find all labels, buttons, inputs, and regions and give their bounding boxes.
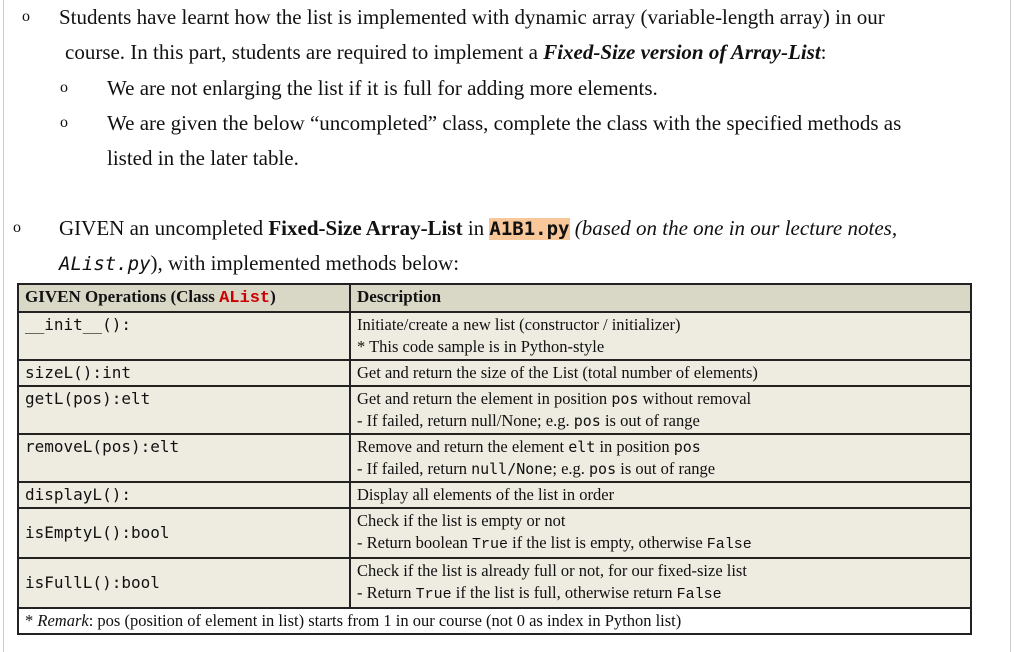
- paragraph-line: Students have learnt how the list is implemented with dynamic array (variable-length array) in our: [59, 5, 885, 29]
- table-row: [18, 508, 971, 558]
- description: Check if the list is empty or not - Return boolean True if the list is empty, otherwise False: [350, 508, 971, 558]
- description: Check if the list is already full or not, for our fixed-size list - Return True if the list is full, otherwise return False: [350, 558, 971, 608]
- table-row: [18, 558, 971, 608]
- sub-bullet-text: listed in the later table.: [107, 146, 299, 170]
- sub-bullet-text: We are given the below “uncompleted” class, complete the class with the specified methods as: [107, 111, 902, 135]
- bullet: o: [60, 79, 68, 96]
- bullet: o: [60, 114, 68, 131]
- table-row: [18, 434, 971, 482]
- remark: * Remark: pos (position of element in list) starts from 1 in our course (not 0 as index in Python list): [18, 608, 971, 634]
- text: (based on the one in our lecture notes,: [569, 216, 898, 240]
- paragraph-line: [59, 251, 459, 276]
- operation: sizeL():int: [18, 360, 350, 386]
- sub-bullet-text: We are not enlarging the list if it is full for adding more elements.: [107, 76, 658, 100]
- description: Display all elements of the list in order: [350, 482, 971, 508]
- paragraph-line: [59, 216, 897, 241]
- file-name-highlight: A1B1.py: [489, 218, 570, 240]
- remark-row: [18, 608, 971, 634]
- operation: displayL():: [18, 482, 350, 508]
- text: GIVEN an uncompleted: [59, 216, 269, 240]
- table-header: [18, 284, 971, 312]
- text: in: [462, 216, 490, 240]
- text: ), with implemented methods below:: [150, 251, 460, 275]
- file-name: AList.py: [59, 253, 151, 275]
- description: Initiate/create a new list (constructor / initializer) * This code sample is in Python-style: [350, 312, 971, 360]
- operation: isFullL():bool: [18, 558, 350, 608]
- description: Remove and return the element elt in position pos - If failed, return null/None; e.g. pos is out of range: [350, 434, 971, 482]
- emphasis: Fixed-Size version of Array-List: [543, 40, 821, 64]
- header-description: Description: [350, 284, 971, 312]
- table-row: [18, 312, 971, 360]
- operation: removeL(pos):elt: [18, 434, 350, 482]
- operations-table: [17, 283, 972, 635]
- paragraph-line: [65, 40, 827, 64]
- emphasis: Fixed-Size Array-List: [268, 216, 463, 240]
- text: :: [820, 40, 827, 64]
- table-row: [18, 386, 971, 434]
- header-operations: GIVEN Operations (Class AList): [18, 284, 350, 312]
- description: Get and return the element in position pos without removal - If failed, return null/None; e.g. pos is out of range: [350, 386, 971, 434]
- operation: __init__():: [18, 312, 350, 360]
- table-row: [18, 482, 971, 508]
- bullet: o: [22, 8, 30, 25]
- description: Get and return the size of the List (total number of elements): [350, 360, 971, 386]
- operation: isEmptyL():bool: [18, 508, 350, 558]
- text: course. In this part, students are required to implement a: [65, 40, 544, 64]
- table-row: [18, 360, 971, 386]
- bullet: o: [13, 219, 21, 236]
- operation: getL(pos):elt: [18, 386, 350, 434]
